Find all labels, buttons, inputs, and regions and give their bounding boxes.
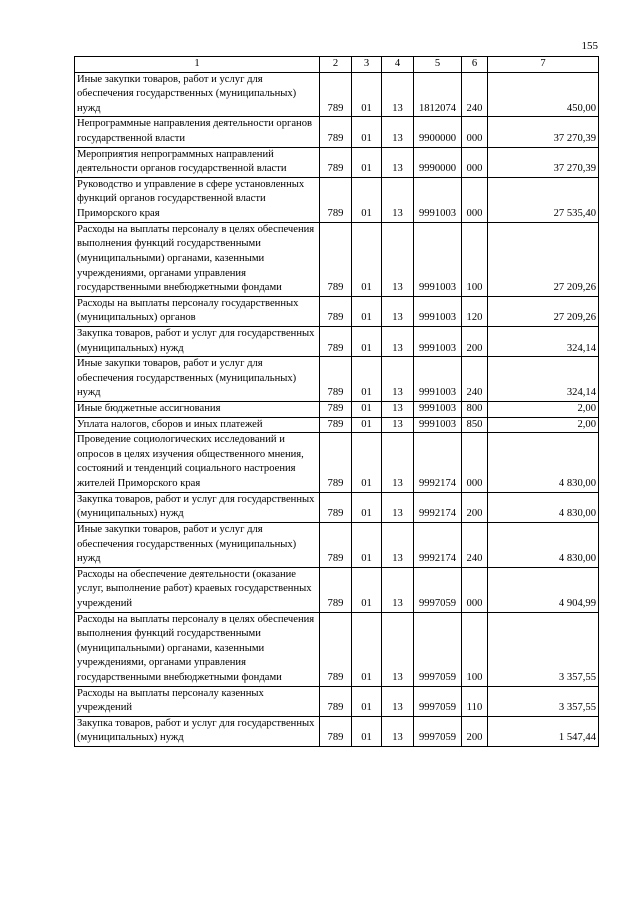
target-article-cell: 9992174 (414, 492, 462, 522)
admin-code-cell: 789 (320, 433, 352, 492)
subsection-code-cell: 13 (382, 296, 414, 326)
admin-code-cell: 789 (320, 177, 352, 222)
expense-type-cell: 240 (462, 72, 488, 117)
table-row (75, 522, 599, 567)
expense-type-cell: 200 (462, 492, 488, 522)
expense-type-cell: 000 (462, 567, 488, 612)
section-code-cell: 01 (352, 222, 382, 296)
subsection-code-cell: 13 (382, 326, 414, 356)
table-row (75, 567, 599, 612)
table-row (75, 612, 599, 686)
section-code-cell: 01 (352, 326, 382, 356)
target-article-cell: 9997059 (414, 716, 462, 746)
expense-type-cell: 800 (462, 402, 488, 418)
budget-table (74, 56, 599, 747)
section-code-cell: 01 (352, 567, 382, 612)
row-name-cell: Расходы на выплаты персоналу в целях обеспечения выполнения функций государственными (муниципальными) органами, казенными учреждениями, органами управления государственными внебюджетными фондами (75, 222, 320, 296)
row-name-cell: Руководство и управление в сфере установленных функций органов государственной власти Приморского края (75, 177, 320, 222)
subsection-code-cell: 13 (382, 222, 414, 296)
target-article-cell: 9991003 (414, 177, 462, 222)
expense-type-cell: 000 (462, 177, 488, 222)
table-row (75, 117, 599, 147)
section-code-cell: 01 (352, 147, 382, 177)
subsection-code-cell: 13 (382, 612, 414, 686)
header-cell: 1 (75, 57, 320, 73)
amount-cell: 2,00 (488, 402, 599, 418)
row-name-cell: Закупка товаров, работ и услуг для государственных (муниципальных) нужд (75, 326, 320, 356)
admin-code-cell: 789 (320, 492, 352, 522)
subsection-code-cell: 13 (382, 72, 414, 117)
page-number: 155 (581, 40, 598, 52)
table-row (75, 716, 599, 746)
section-code-cell: 01 (352, 686, 382, 716)
amount-cell: 3 357,55 (488, 686, 599, 716)
admin-code-cell: 789 (320, 716, 352, 746)
amount-cell: 27 209,26 (488, 222, 599, 296)
subsection-code-cell: 13 (382, 177, 414, 222)
target-article-cell: 9997059 (414, 612, 462, 686)
expense-type-cell: 200 (462, 716, 488, 746)
target-article-cell: 9900000 (414, 117, 462, 147)
amount-cell: 3 357,55 (488, 612, 599, 686)
row-name-cell: Иные закупки товаров, работ и услуг для обеспечения государственных (муниципальных) нужд (75, 72, 320, 117)
target-article-cell: 9997059 (414, 567, 462, 612)
subsection-code-cell: 13 (382, 147, 414, 177)
admin-code-cell: 789 (320, 147, 352, 177)
target-article-cell: 9992174 (414, 522, 462, 567)
target-article-cell: 9991003 (414, 296, 462, 326)
header-cell: 5 (414, 57, 462, 73)
section-code-cell: 01 (352, 117, 382, 147)
header-cell: 4 (382, 57, 414, 73)
table-row (75, 402, 599, 418)
row-name-cell: Закупка товаров, работ и услуг для государственных (муниципальных) нужд (75, 716, 320, 746)
section-code-cell: 01 (352, 296, 382, 326)
table-row (75, 492, 599, 522)
row-name-cell: Иные закупки товаров, работ и услуг для обеспечения государственных (муниципальных) нужд (75, 522, 320, 567)
amount-cell: 2,00 (488, 417, 599, 433)
admin-code-cell: 789 (320, 567, 352, 612)
section-code-cell: 01 (352, 612, 382, 686)
row-name-cell: Расходы на обеспечение деятельности (оказание услуг, выполнение работ) краевых государственных учреждений (75, 567, 320, 612)
header-cell: 7 (488, 57, 599, 73)
target-article-cell: 9991003 (414, 222, 462, 296)
header-cell: 2 (320, 57, 352, 73)
amount-cell: 4 830,00 (488, 492, 599, 522)
row-name-cell: Расходы на выплаты персоналу государственных (муниципальных) органов (75, 296, 320, 326)
admin-code-cell: 789 (320, 686, 352, 716)
target-article-cell: 9991003 (414, 417, 462, 433)
section-code-cell: 01 (352, 402, 382, 418)
expense-type-cell: 850 (462, 417, 488, 433)
header-cell: 3 (352, 57, 382, 73)
row-name-cell: Непрограммные направления деятельности органов государственной власти (75, 117, 320, 147)
row-name-cell: Расходы на выплаты персоналу в целях обеспечения выполнения функций государственными (муниципальными) органами, казенными учреждениями, органами управления государственными внебюджетными фондами (75, 612, 320, 686)
admin-code-cell: 789 (320, 117, 352, 147)
admin-code-cell: 789 (320, 402, 352, 418)
target-article-cell: 9991003 (414, 402, 462, 418)
section-code-cell: 01 (352, 357, 382, 402)
subsection-code-cell: 13 (382, 357, 414, 402)
admin-code-cell: 789 (320, 222, 352, 296)
subsection-code-cell: 13 (382, 117, 414, 147)
expense-type-cell: 100 (462, 222, 488, 296)
expense-type-cell: 110 (462, 686, 488, 716)
subsection-code-cell: 13 (382, 522, 414, 567)
subsection-code-cell: 13 (382, 417, 414, 433)
table-row (75, 433, 599, 492)
row-name-cell: Расходы на выплаты персоналу казенных учреждений (75, 686, 320, 716)
amount-cell: 37 270,39 (488, 117, 599, 147)
target-article-cell: 9990000 (414, 147, 462, 177)
amount-cell: 27 535,40 (488, 177, 599, 222)
section-code-cell: 01 (352, 177, 382, 222)
subsection-code-cell: 13 (382, 567, 414, 612)
section-code-cell: 01 (352, 716, 382, 746)
expense-type-cell: 000 (462, 433, 488, 492)
expense-type-cell: 100 (462, 612, 488, 686)
admin-code-cell: 789 (320, 326, 352, 356)
expense-type-cell: 200 (462, 326, 488, 356)
target-article-cell: 9997059 (414, 686, 462, 716)
target-article-cell: 9991003 (414, 357, 462, 402)
table-row (75, 222, 599, 296)
row-name-cell: Иные бюджетные ассигнования (75, 402, 320, 418)
table-row (75, 296, 599, 326)
row-name-cell: Закупка товаров, работ и услуг для государственных (муниципальных) нужд (75, 492, 320, 522)
table-row (75, 177, 599, 222)
subsection-code-cell: 13 (382, 402, 414, 418)
admin-code-cell: 789 (320, 296, 352, 326)
admin-code-cell: 789 (320, 612, 352, 686)
target-article-cell: 9991003 (414, 326, 462, 356)
table-row (75, 147, 599, 177)
admin-code-cell: 789 (320, 522, 352, 567)
amount-cell: 1 547,44 (488, 716, 599, 746)
amount-cell: 4 904,99 (488, 567, 599, 612)
expense-type-cell: 240 (462, 522, 488, 567)
amount-cell: 37 270,39 (488, 147, 599, 177)
expense-type-cell: 000 (462, 147, 488, 177)
row-name-cell: Проведение социологических исследований и опросов в целях изучения общественного мнения, состояний и тенденций социального настроения жителей Приморского края (75, 433, 320, 492)
section-code-cell: 01 (352, 417, 382, 433)
table-row (75, 326, 599, 356)
table-row (75, 417, 599, 433)
header-row (75, 57, 599, 73)
subsection-code-cell: 13 (382, 492, 414, 522)
admin-code-cell: 789 (320, 72, 352, 117)
subsection-code-cell: 13 (382, 433, 414, 492)
amount-cell: 324,14 (488, 326, 599, 356)
row-name-cell: Уплата налогов, сборов и иных платежей (75, 417, 320, 433)
subsection-code-cell: 13 (382, 716, 414, 746)
expense-type-cell: 240 (462, 357, 488, 402)
header-cell: 6 (462, 57, 488, 73)
section-code-cell: 01 (352, 492, 382, 522)
section-code-cell: 01 (352, 522, 382, 567)
amount-cell: 450,00 (488, 72, 599, 117)
expense-type-cell: 120 (462, 296, 488, 326)
amount-cell: 27 209,26 (488, 296, 599, 326)
section-code-cell: 01 (352, 72, 382, 117)
expense-type-cell: 000 (462, 117, 488, 147)
target-article-cell: 9992174 (414, 433, 462, 492)
table-row (75, 72, 599, 117)
section-code-cell: 01 (352, 433, 382, 492)
table-row (75, 357, 599, 402)
row-name-cell: Мероприятия непрограммных направлений деятельности органов государственной власти (75, 147, 320, 177)
admin-code-cell: 789 (320, 417, 352, 433)
row-name-cell: Иные закупки товаров, работ и услуг для обеспечения государственных (муниципальных) нужд (75, 357, 320, 402)
amount-cell: 4 830,00 (488, 433, 599, 492)
amount-cell: 4 830,00 (488, 522, 599, 567)
admin-code-cell: 789 (320, 357, 352, 402)
subsection-code-cell: 13 (382, 686, 414, 716)
amount-cell: 324,14 (488, 357, 599, 402)
target-article-cell: 1812074 (414, 72, 462, 117)
table-row (75, 686, 599, 716)
